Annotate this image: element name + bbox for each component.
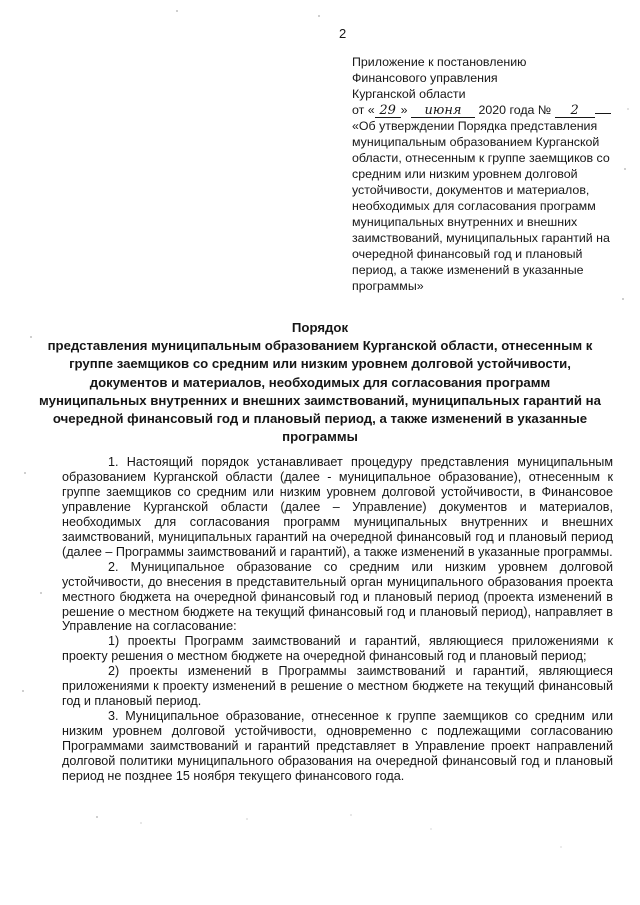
scan-speck	[24, 472, 26, 474]
handwritten-day: 29	[375, 105, 401, 118]
date-close-quote: »	[400, 103, 408, 117]
annex-subject: «Об утверждении Порядка представления муниципальным образованием Курганской области, отнесенным к группе заемщиков со средним или низким уровнем долговой устойчивости, документов и материалов, необходимых для согласования программ муниципальных внутренних и внешних заимствований, муниципальных гарантий на очередной финансовый год и плановый период, а также изменений в указанные программы»	[352, 119, 610, 293]
blank-underline	[595, 102, 611, 114]
handwritten-number: 2	[555, 105, 595, 118]
handwritten-month: июня	[411, 105, 475, 118]
title-text: представления муниципальным образованием Курганской области, отнесенным к группе заемщиков со средним или низким уровнем долговой устойчивости, документов и материалов, необходимых для согласования программ муниципальных внутренних и внешних заимствований, муниципальных гарантий на очередной финансовый год и плановый период, а также изменений в указанные программы	[39, 338, 601, 445]
scan-speck	[246, 818, 248, 820]
document-body	[62, 455, 613, 784]
title-word: Порядок	[291, 320, 349, 335]
scan-speck	[622, 298, 624, 300]
scan-speck	[96, 816, 98, 818]
scan-speck	[624, 168, 626, 170]
paragraph-1: 1. Настоящий порядок устанавливает процедуру представления муниципальным образованием Курганской области (далее - муниципальное образование), отнесенным к группе заемщиков со средним или низким уровнем долговой устойчивости, в Финансовое управление Курганской области (далее – Управление) документов и материалов, необходимых для согласования программ муниципальных внутренних и внешних заимствований, муниципальных гарантий на очередной финансовый год и плановый период (далее – Программы заимствований и гарантий), а также изменений в указанные программы.	[62, 455, 613, 559]
date-prefix: от «	[352, 103, 375, 117]
scan-speck	[140, 822, 142, 824]
scan-speck	[22, 690, 24, 692]
scan-speck	[430, 828, 432, 830]
scan-speck	[627, 108, 629, 110]
scan-speck	[560, 846, 562, 848]
date-suffix: 2020 года №	[478, 103, 552, 117]
annex-line-3: Курганской области	[352, 87, 466, 101]
paragraph-2-subitem-1: 1) проекты Программ заимствований и гарантий, являющиеся приложениями к проекту решения о местном бюджете на очередной финансовый год и плановый период;	[62, 634, 613, 664]
scan-speck	[30, 336, 32, 338]
annex-block	[352, 54, 626, 294]
annex-date-line	[352, 102, 626, 118]
annex-line-2: Финансового управления	[352, 71, 498, 85]
paragraph-2-subitem-2: 2) проекты изменений в Программы заимствований и гарантий, являющиеся приложениями к проекту изменений в решение о местном бюджете на текущий финансовый год и плановый период.	[62, 664, 613, 709]
scan-speck	[318, 15, 320, 17]
scan-speck	[176, 10, 178, 12]
paragraph-2: 2. Муниципальное образование со средним или низким уровнем долговой устойчивости, до внесения в представительный орган муниципального образования проекта местного бюджета на очередной финансовый год и плановый период (проекта изменений в решение о местном бюджете на текущий финансовый год и плановый период), направляет в Управление на согласование:	[62, 559, 613, 634]
scan-speck	[350, 814, 352, 816]
paragraph-3: 3. Муниципальное образование, отнесенное к группе заемщиков со средним или низким уровнем долговой устойчивости, одновременно с подлежащими согласованию Программами заимствований и гарантий представляет в Управление проект направлений долговой политики муниципального образования на очередной финансовый год и плановый период не позднее 15 ноября текущего финансового года.	[62, 709, 613, 784]
document-title	[38, 319, 602, 446]
annex-line-1: Приложение к постановлению	[352, 55, 527, 69]
scan-speck	[40, 592, 42, 594]
page-number: 2	[339, 26, 347, 41]
